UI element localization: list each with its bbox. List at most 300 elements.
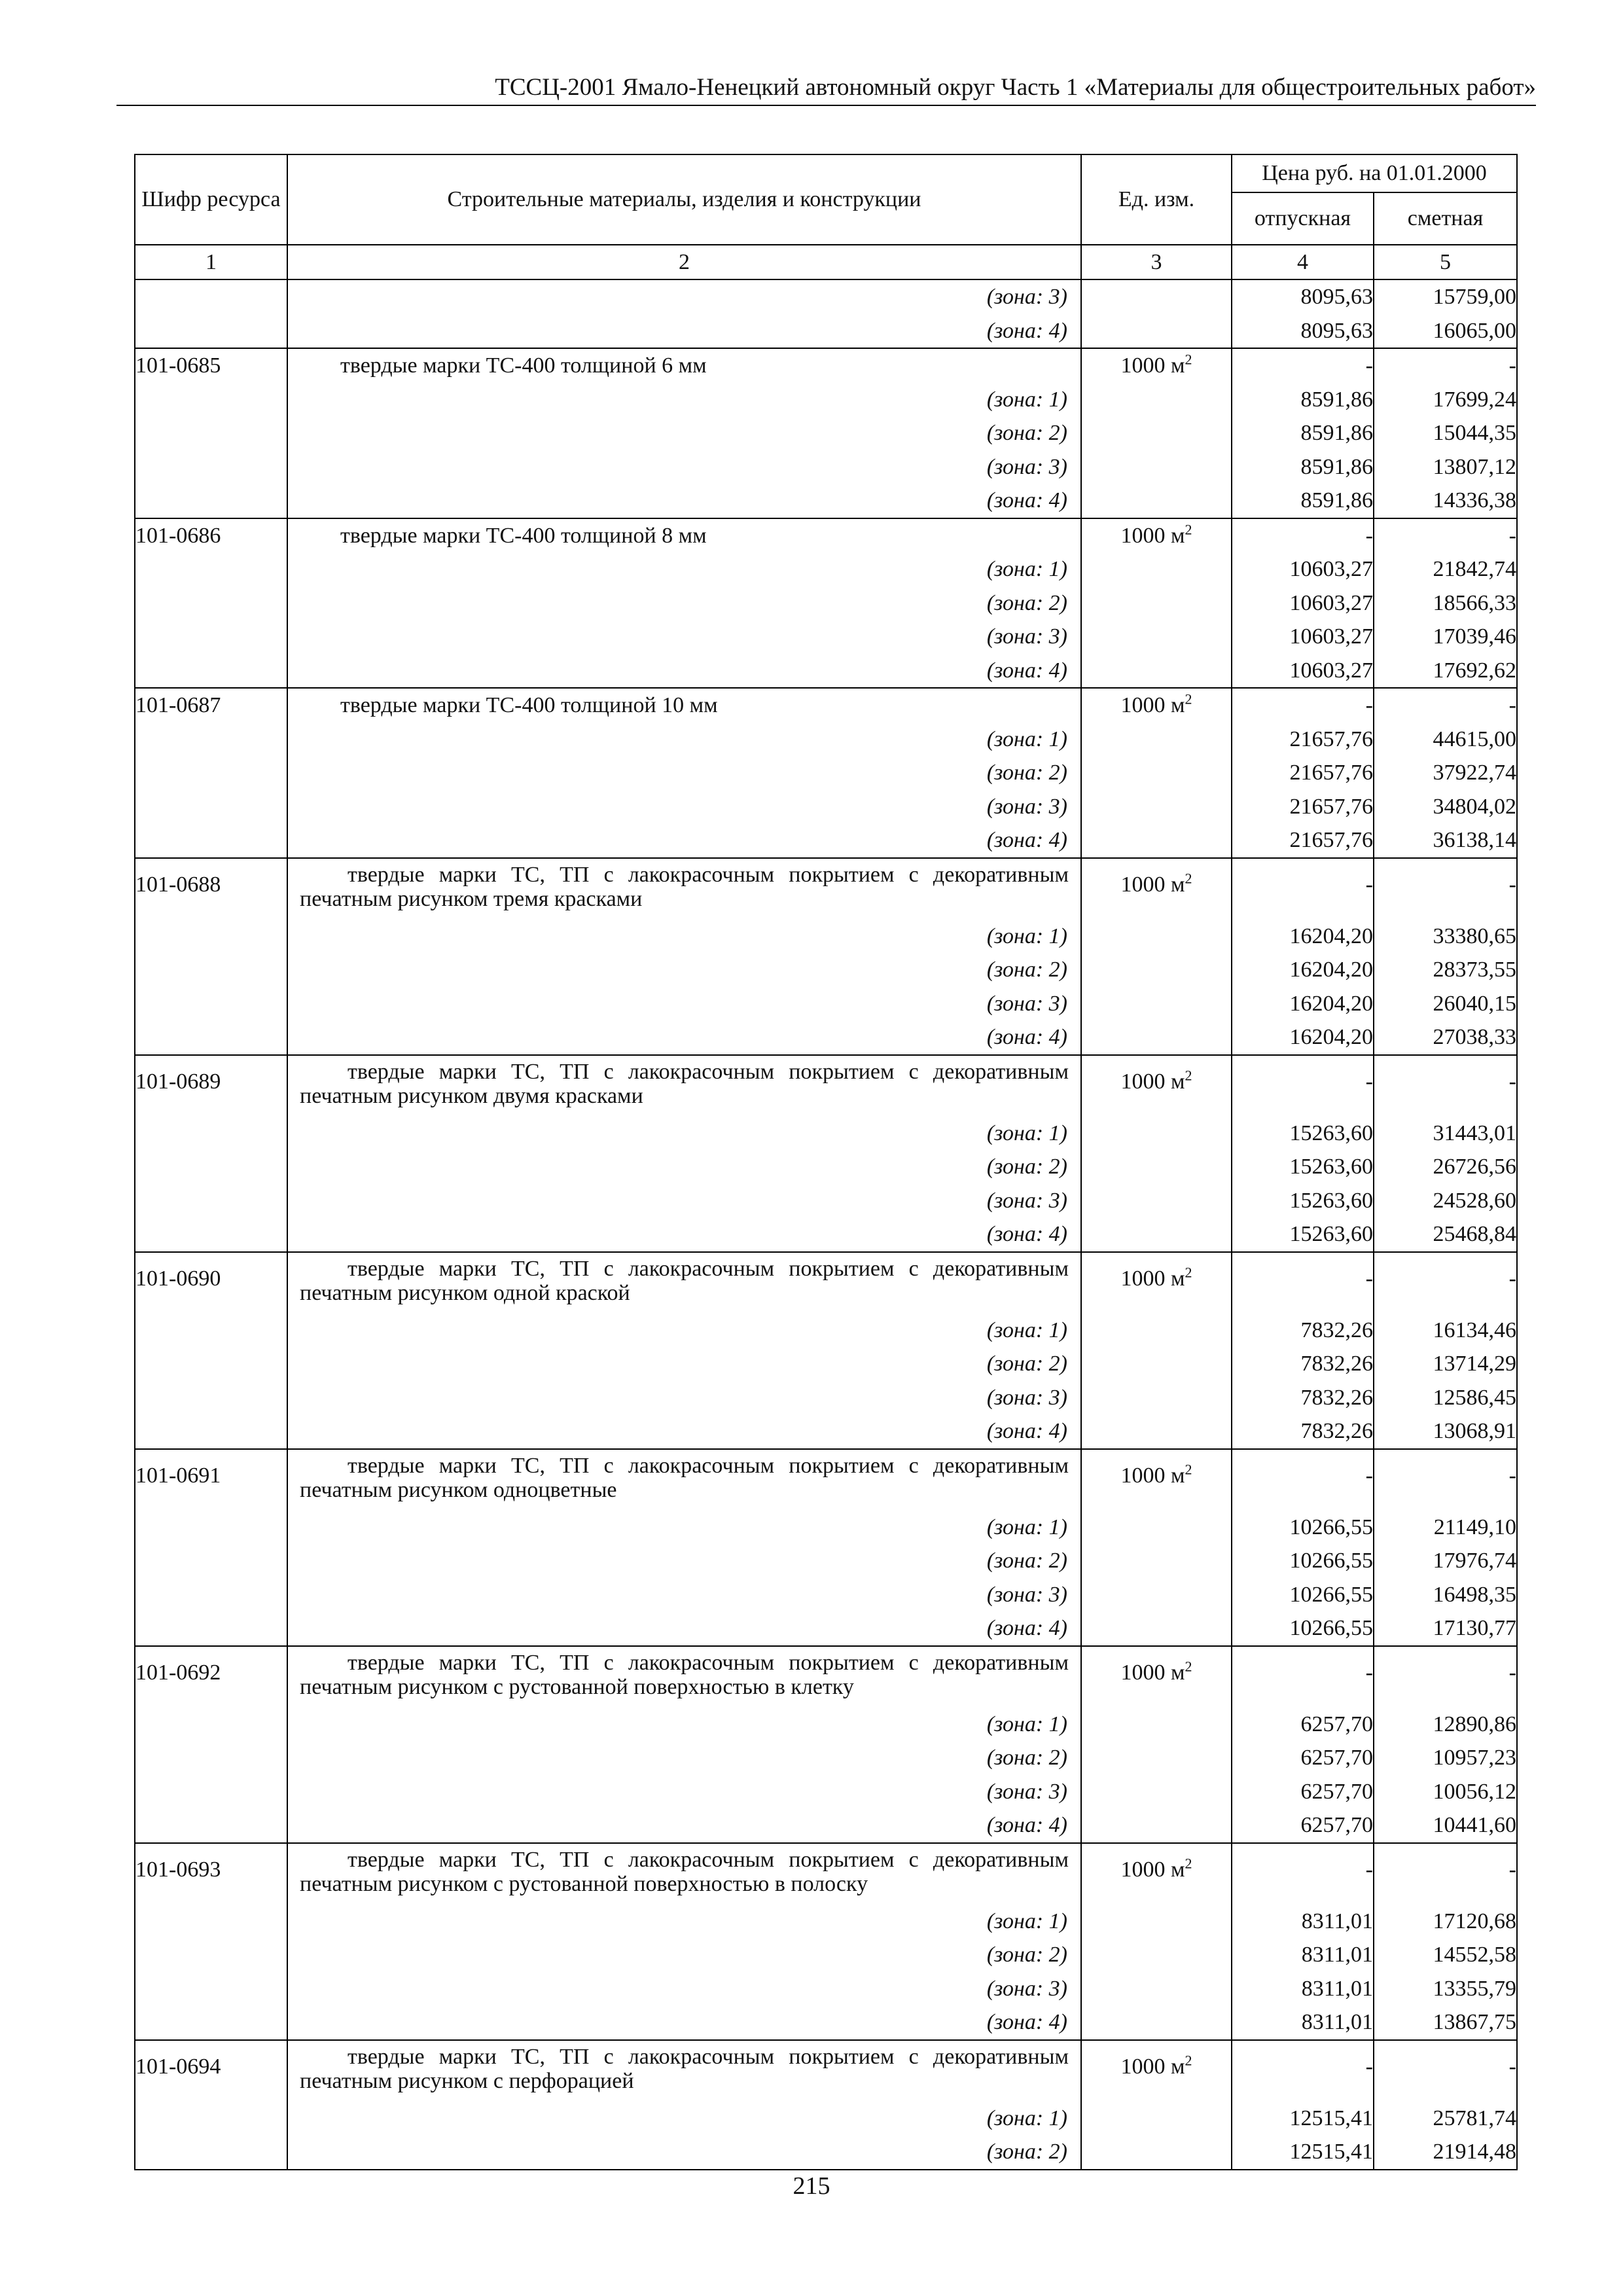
unit-exponent: 2 bbox=[1185, 351, 1192, 368]
release-price: - bbox=[1232, 2040, 1374, 2102]
estimate-price: - bbox=[1374, 1843, 1517, 1905]
unit-cell bbox=[1081, 1217, 1232, 1252]
material-name: твердые марки ТС-400 толщиной 6 мм bbox=[287, 348, 1081, 383]
unit-cell bbox=[1081, 314, 1232, 349]
resource-code bbox=[135, 416, 287, 450]
release-price: 10266,55 bbox=[1232, 1578, 1374, 1612]
release-price: 7832,26 bbox=[1232, 1414, 1374, 1449]
estimate-price: 28373,55 bbox=[1374, 953, 1517, 987]
unit-cell bbox=[1081, 987, 1232, 1021]
zone-label: (зона: 3) bbox=[287, 1578, 1081, 1612]
unit-cell bbox=[1081, 1381, 1232, 1415]
estimate-price: 44615,00 bbox=[1374, 723, 1517, 757]
resource-code bbox=[135, 1184, 287, 1218]
resource-code bbox=[135, 756, 287, 790]
table-row bbox=[135, 1708, 1517, 1742]
zone-label: (зона: 1) bbox=[287, 1117, 1081, 1151]
release-price: - bbox=[1232, 858, 1374, 920]
col-estimate-header: сметная bbox=[1374, 192, 1517, 245]
table-row bbox=[135, 1449, 1517, 1511]
table-row bbox=[135, 1184, 1517, 1218]
col-number: 3 bbox=[1081, 245, 1232, 279]
price-table bbox=[134, 154, 1518, 2170]
resource-code bbox=[135, 2135, 287, 2170]
estimate-price: 21842,74 bbox=[1374, 552, 1517, 586]
release-price: 10603,27 bbox=[1232, 552, 1374, 586]
unit-cell bbox=[1081, 1611, 1232, 1646]
zone-label: (зона: 4) bbox=[287, 2005, 1081, 2040]
unit-text: 1000 м bbox=[1120, 353, 1185, 378]
col-number: 4 bbox=[1232, 245, 1374, 279]
zone-label: (зона: 3) bbox=[287, 1184, 1081, 1218]
estimate-price: 12586,45 bbox=[1374, 1381, 1517, 1415]
release-price: - bbox=[1232, 1646, 1374, 1708]
release-price: 12515,41 bbox=[1232, 2102, 1374, 2136]
table-row bbox=[135, 1117, 1517, 1151]
estimate-price: - bbox=[1374, 2040, 1517, 2102]
zone-label: (зона: 2) bbox=[287, 1150, 1081, 1184]
material-name: твердые марки ТС-400 толщиной 10 мм bbox=[287, 688, 1081, 723]
zone-label: (зона: 3) bbox=[287, 1381, 1081, 1415]
zone-label: (зона: 2) bbox=[287, 586, 1081, 620]
table-row bbox=[135, 416, 1517, 450]
estimate-price: - bbox=[1374, 1252, 1517, 1314]
estimate-price: 21149,10 bbox=[1374, 1511, 1517, 1545]
unit-exponent: 2 bbox=[1185, 1264, 1192, 1281]
estimate-price: 10441,60 bbox=[1374, 1808, 1517, 1843]
resource-code bbox=[135, 987, 287, 1021]
resource-code bbox=[135, 1381, 287, 1415]
estimate-price: 10056,12 bbox=[1374, 1775, 1517, 1809]
estimate-price: 17976,74 bbox=[1374, 1544, 1517, 1578]
unit-cell bbox=[1081, 2102, 1232, 2136]
col-release-header: отпускная bbox=[1232, 192, 1374, 245]
unit-cell bbox=[1081, 790, 1232, 824]
table-row bbox=[135, 552, 1517, 586]
col-code-header: Шифр ресурса bbox=[135, 154, 287, 245]
table-row bbox=[135, 1381, 1517, 1415]
resource-code bbox=[135, 1314, 287, 1348]
estimate-price: 36138,14 bbox=[1374, 823, 1517, 858]
col-number: 1 bbox=[135, 245, 287, 279]
material-name-text: твердые марки ТС, ТП с лакокрасочным покрытием с декоративным печатным рисунком с рустованной поверхностью в клетку bbox=[300, 1650, 1069, 1699]
zone-label: (зона: 1) bbox=[287, 1905, 1081, 1939]
table-row bbox=[135, 1055, 1517, 1117]
zone-label: (зона: 1) bbox=[287, 920, 1081, 954]
unit-cell bbox=[1081, 1184, 1232, 1218]
resource-code bbox=[135, 1347, 287, 1381]
zone-label: (зона: 3) bbox=[287, 790, 1081, 824]
estimate-price: 12890,86 bbox=[1374, 1708, 1517, 1742]
estimate-price: 13714,29 bbox=[1374, 1347, 1517, 1381]
release-price: 8591,86 bbox=[1232, 383, 1374, 417]
table-row bbox=[135, 1020, 1517, 1055]
release-price: 16204,20 bbox=[1232, 953, 1374, 987]
estimate-price: 18566,33 bbox=[1374, 586, 1517, 620]
zone-label: (зона: 4) bbox=[287, 1414, 1081, 1449]
estimate-price: - bbox=[1374, 688, 1517, 723]
unit-cell bbox=[1081, 1972, 1232, 2006]
col-number: 2 bbox=[287, 245, 1081, 279]
release-price: 6257,70 bbox=[1232, 1808, 1374, 1843]
material-name-text: твердые марки ТС, ТП с лакокрасочным покрытием с декоративным печатным рисунком двумя красками bbox=[300, 1059, 1069, 1108]
table-body bbox=[135, 279, 1517, 2170]
release-price: - bbox=[1232, 1449, 1374, 1511]
estimate-price: - bbox=[1374, 1646, 1517, 1708]
release-price: - bbox=[1232, 518, 1374, 553]
unit-cell bbox=[1081, 1578, 1232, 1612]
unit-cell bbox=[1081, 1150, 1232, 1184]
estimate-price: 10957,23 bbox=[1374, 1741, 1517, 1775]
release-price: - bbox=[1232, 688, 1374, 723]
estimate-price: 13867,75 bbox=[1374, 2005, 1517, 2040]
table-row bbox=[135, 383, 1517, 417]
unit-text: 1000 м bbox=[1120, 1069, 1185, 1094]
resource-code bbox=[135, 484, 287, 518]
table-row bbox=[135, 1972, 1517, 2006]
table-row bbox=[135, 518, 1517, 553]
release-price: 10266,55 bbox=[1232, 1544, 1374, 1578]
unit-cell bbox=[1081, 1347, 1232, 1381]
document-header: ТССЦ-2001 Ямало-Ненецкий автономный округ Часть 1 «Материалы для общестроительных работ» bbox=[495, 74, 1536, 101]
release-price: - bbox=[1232, 1252, 1374, 1314]
resource-code bbox=[135, 383, 287, 417]
table-row bbox=[135, 1544, 1517, 1578]
material-name bbox=[287, 1449, 1081, 1511]
material-name-text: твердые марки ТС, ТП с лакокрасочным покрытием с декоративным печатным рисунком с перфорацией bbox=[300, 2044, 1069, 2093]
release-price: 8311,01 bbox=[1232, 2005, 1374, 2040]
resource-code bbox=[135, 1808, 287, 1843]
unit-cell bbox=[1081, 858, 1232, 920]
unit-text: 1000 м bbox=[1120, 693, 1185, 717]
release-price: 10603,27 bbox=[1232, 654, 1374, 689]
resource-code bbox=[135, 1972, 287, 2006]
zone-label: (зона: 4) bbox=[287, 1020, 1081, 1055]
unit-cell bbox=[1081, 1938, 1232, 1972]
unit-cell bbox=[1081, 518, 1232, 553]
header-rule bbox=[116, 105, 1536, 106]
estimate-price: 13068,91 bbox=[1374, 1414, 1517, 1449]
table-row bbox=[135, 1905, 1517, 1939]
table-row bbox=[135, 1511, 1517, 1545]
resource-code bbox=[135, 1217, 287, 1252]
resource-code bbox=[135, 2102, 287, 2136]
resource-code bbox=[135, 552, 287, 586]
unit-cell bbox=[1081, 1808, 1232, 1843]
table-row bbox=[135, 1843, 1517, 1905]
unit-cell bbox=[1081, 484, 1232, 518]
release-price: 10603,27 bbox=[1232, 586, 1374, 620]
resource-code: 101-0687 bbox=[135, 688, 287, 723]
release-price: 15263,60 bbox=[1232, 1217, 1374, 1252]
estimate-price: 31443,01 bbox=[1374, 1117, 1517, 1151]
release-price: 16204,20 bbox=[1232, 920, 1374, 954]
table-row bbox=[135, 1775, 1517, 1809]
zone-label: (зона: 4) bbox=[287, 484, 1081, 518]
table-row bbox=[135, 620, 1517, 654]
resource-code bbox=[135, 1414, 287, 1449]
table-row bbox=[135, 586, 1517, 620]
unit-cell bbox=[1081, 1775, 1232, 1809]
zone-label: (зона: 2) bbox=[287, 1938, 1081, 1972]
resource-code: 101-0692 bbox=[135, 1646, 287, 1708]
zone-label: (зона: 4) bbox=[287, 1217, 1081, 1252]
unit-cell bbox=[1081, 920, 1232, 954]
resource-code: 101-0691 bbox=[135, 1449, 287, 1511]
unit-exponent: 2 bbox=[1185, 2052, 1192, 2069]
unit-cell bbox=[1081, 450, 1232, 484]
zone-label: (зона: 3) bbox=[287, 1775, 1081, 1809]
resource-code bbox=[135, 953, 287, 987]
release-price: 21657,76 bbox=[1232, 790, 1374, 824]
resource-code bbox=[135, 1117, 287, 1151]
estimate-price: 34804,02 bbox=[1374, 790, 1517, 824]
zone-label: (зона: 4) bbox=[287, 1808, 1081, 1843]
table-row bbox=[135, 723, 1517, 757]
resource-code: 101-0690 bbox=[135, 1252, 287, 1314]
material-name bbox=[287, 1252, 1081, 1314]
unit-cell bbox=[1081, 1117, 1232, 1151]
estimate-price: 14336,38 bbox=[1374, 484, 1517, 518]
table-row bbox=[135, 314, 1517, 349]
material-name: твердые марки ТС-400 толщиной 8 мм bbox=[287, 518, 1081, 553]
unit-exponent: 2 bbox=[1185, 1461, 1192, 1478]
resource-code: 101-0688 bbox=[135, 858, 287, 920]
table-row bbox=[135, 450, 1517, 484]
zone-label: (зона: 2) bbox=[287, 416, 1081, 450]
unit-exponent: 2 bbox=[1185, 521, 1192, 538]
zone-label: (зона: 2) bbox=[287, 2135, 1081, 2170]
table-row bbox=[135, 1938, 1517, 1972]
release-price: 10266,55 bbox=[1232, 1511, 1374, 1545]
material-name bbox=[287, 1055, 1081, 1117]
release-price: 16204,20 bbox=[1232, 1020, 1374, 1055]
table-row bbox=[135, 1414, 1517, 1449]
release-price: 8591,86 bbox=[1232, 484, 1374, 518]
unit-cell bbox=[1081, 953, 1232, 987]
estimate-price: 14552,58 bbox=[1374, 1938, 1517, 1972]
resource-code: 101-0693 bbox=[135, 1843, 287, 1905]
unit-cell bbox=[1081, 1055, 1232, 1117]
unit-text: 1000 м bbox=[1120, 523, 1185, 548]
release-price: 8311,01 bbox=[1232, 1972, 1374, 2006]
estimate-price: 27038,33 bbox=[1374, 1020, 1517, 1055]
table-row bbox=[135, 484, 1517, 518]
unit-cell bbox=[1081, 1905, 1232, 1939]
zone-label: (зона: 3) bbox=[287, 620, 1081, 654]
release-price: 15263,60 bbox=[1232, 1184, 1374, 1218]
unit-cell bbox=[1081, 586, 1232, 620]
release-price: 8591,86 bbox=[1232, 450, 1374, 484]
resource-code bbox=[135, 723, 287, 757]
zone-label: (зона: 2) bbox=[287, 953, 1081, 987]
material-name-text: твердые марки ТС, ТП с лакокрасочным покрытием с декоративным печатным рисунком с рустованной поверхностью в полоску bbox=[300, 1847, 1069, 1896]
table-row bbox=[135, 1741, 1517, 1775]
table-row bbox=[135, 1314, 1517, 1348]
release-price: 6257,70 bbox=[1232, 1741, 1374, 1775]
estimate-price: 15759,00 bbox=[1374, 279, 1517, 314]
resource-code bbox=[135, 823, 287, 858]
zone-label: (зона: 2) bbox=[287, 1347, 1081, 1381]
resource-code bbox=[135, 654, 287, 689]
release-price: - bbox=[1232, 1843, 1374, 1905]
resource-code bbox=[135, 1578, 287, 1612]
release-price: 12515,41 bbox=[1232, 2135, 1374, 2170]
table-row bbox=[135, 1217, 1517, 1252]
table-row bbox=[135, 1611, 1517, 1646]
resource-code bbox=[135, 790, 287, 824]
release-price: 8311,01 bbox=[1232, 1905, 1374, 1939]
unit-exponent: 2 bbox=[1185, 691, 1192, 708]
estimate-price: - bbox=[1374, 348, 1517, 383]
estimate-price: 16065,00 bbox=[1374, 314, 1517, 349]
unit-cell bbox=[1081, 348, 1232, 383]
release-price: - bbox=[1232, 1055, 1374, 1117]
resource-code: 101-0689 bbox=[135, 1055, 287, 1117]
estimate-price: 33380,65 bbox=[1374, 920, 1517, 954]
unit-cell bbox=[1081, 1741, 1232, 1775]
table-row bbox=[135, 858, 1517, 920]
col-price-header: Цена руб. на 01.01.2000 bbox=[1232, 154, 1517, 192]
unit-cell bbox=[1081, 279, 1232, 314]
release-price: - bbox=[1232, 348, 1374, 383]
material-name-text: твердые марки ТС, ТП с лакокрасочным покрытием с декоративным печатным рисунком тремя красками bbox=[300, 862, 1069, 911]
estimate-price: 16498,35 bbox=[1374, 1578, 1517, 1612]
zone-label: (зона: 1) bbox=[287, 552, 1081, 586]
table-row bbox=[135, 1347, 1517, 1381]
release-price: 8095,63 bbox=[1232, 314, 1374, 349]
estimate-price: 15044,35 bbox=[1374, 416, 1517, 450]
zone-label: (зона: 2) bbox=[287, 1544, 1081, 1578]
table-row bbox=[135, 1150, 1517, 1184]
release-price: 21657,76 bbox=[1232, 756, 1374, 790]
table-row bbox=[135, 790, 1517, 824]
resource-code bbox=[135, 314, 287, 349]
table-row bbox=[135, 2102, 1517, 2136]
material-name-text: твердые марки ТС, ТП с лакокрасочным покрытием с декоративным печатным рисунком одноцветные bbox=[300, 1453, 1069, 1502]
release-price: 8311,01 bbox=[1232, 1938, 1374, 1972]
unit-exponent: 2 bbox=[1185, 870, 1192, 887]
resource-code bbox=[135, 2005, 287, 2040]
estimate-price: - bbox=[1374, 1055, 1517, 1117]
unit-cell bbox=[1081, 1708, 1232, 1742]
estimate-price: 17692,62 bbox=[1374, 654, 1517, 689]
estimate-price: - bbox=[1374, 858, 1517, 920]
resource-code bbox=[135, 1020, 287, 1055]
release-price: 21657,76 bbox=[1232, 823, 1374, 858]
unit-cell bbox=[1081, 416, 1232, 450]
table-row bbox=[135, 2135, 1517, 2170]
zone-label: (зона: 3) bbox=[287, 450, 1081, 484]
unit-cell bbox=[1081, 1449, 1232, 1511]
release-price: 8591,86 bbox=[1232, 416, 1374, 450]
estimate-price: 17130,77 bbox=[1374, 1611, 1517, 1646]
table-row bbox=[135, 1252, 1517, 1314]
table-row bbox=[135, 348, 1517, 383]
zone-label: (зона: 3) bbox=[287, 1972, 1081, 2006]
page-number: 215 bbox=[793, 2172, 830, 2200]
zone-label: (зона: 4) bbox=[287, 314, 1081, 349]
estimate-price: 26726,56 bbox=[1374, 1150, 1517, 1184]
table-row bbox=[135, 279, 1517, 314]
estimate-price: 16134,46 bbox=[1374, 1314, 1517, 1348]
col-unit-header: Ед. изм. bbox=[1081, 154, 1232, 245]
table-row bbox=[135, 920, 1517, 954]
zone-label: (зона: 1) bbox=[287, 1708, 1081, 1742]
estimate-price: 17120,68 bbox=[1374, 1905, 1517, 1939]
unit-exponent: 2 bbox=[1185, 1067, 1192, 1084]
unit-text: 1000 м bbox=[1120, 1463, 1185, 1488]
zone-label: (зона: 4) bbox=[287, 1611, 1081, 1646]
resource-code bbox=[135, 1905, 287, 1939]
resource-code bbox=[135, 1150, 287, 1184]
estimate-price: - bbox=[1374, 518, 1517, 553]
zone-label: (зона: 1) bbox=[287, 383, 1081, 417]
zone-label: (зона: 2) bbox=[287, 1741, 1081, 1775]
release-price: 6257,70 bbox=[1232, 1708, 1374, 1742]
unit-cell bbox=[1081, 2135, 1232, 2170]
unit-cell bbox=[1081, 1414, 1232, 1449]
estimate-price: 13807,12 bbox=[1374, 450, 1517, 484]
zone-label: (зона: 3) bbox=[287, 987, 1081, 1021]
zone-label: (зона: 4) bbox=[287, 654, 1081, 689]
resource-code bbox=[135, 586, 287, 620]
estimate-price: 25781,74 bbox=[1374, 2102, 1517, 2136]
resource-code bbox=[135, 450, 287, 484]
table-row bbox=[135, 688, 1517, 723]
resource-code bbox=[135, 1611, 287, 1646]
resource-code: 101-0685 bbox=[135, 348, 287, 383]
unit-cell bbox=[1081, 552, 1232, 586]
release-price: 6257,70 bbox=[1232, 1775, 1374, 1809]
unit-exponent: 2 bbox=[1185, 1658, 1192, 1675]
table-row bbox=[135, 1808, 1517, 1843]
unit-cell bbox=[1081, 1843, 1232, 1905]
unit-cell bbox=[1081, 2040, 1232, 2102]
unit-cell bbox=[1081, 1020, 1232, 1055]
unit-text: 1000 м bbox=[1120, 2054, 1185, 2079]
release-price: 15263,60 bbox=[1232, 1150, 1374, 1184]
release-price: 7832,26 bbox=[1232, 1381, 1374, 1415]
unit-cell bbox=[1081, 1511, 1232, 1545]
resource-code bbox=[135, 1511, 287, 1545]
resource-code bbox=[135, 1544, 287, 1578]
release-price: 8095,63 bbox=[1232, 279, 1374, 314]
unit-exponent: 2 bbox=[1185, 1855, 1192, 1872]
zone-label: (зона: 1) bbox=[287, 1314, 1081, 1348]
release-price: 10603,27 bbox=[1232, 620, 1374, 654]
release-price: 16204,20 bbox=[1232, 987, 1374, 1021]
material-name-text: твердые марки ТС, ТП с лакокрасочным покрытием с декоративным печатным рисунком одной краской bbox=[300, 1256, 1069, 1305]
unit-cell bbox=[1081, 723, 1232, 757]
zone-label: (зона: 1) bbox=[287, 723, 1081, 757]
release-price: 10266,55 bbox=[1232, 1611, 1374, 1646]
unit-cell bbox=[1081, 1646, 1232, 1708]
table-row bbox=[135, 1578, 1517, 1612]
unit-cell bbox=[1081, 756, 1232, 790]
estimate-price: - bbox=[1374, 1449, 1517, 1511]
table-row bbox=[135, 823, 1517, 858]
table-row bbox=[135, 2005, 1517, 2040]
material-name bbox=[287, 858, 1081, 920]
zone-label: (зона: 3) bbox=[287, 279, 1081, 314]
unit-text: 1000 м bbox=[1120, 1266, 1185, 1291]
col-name-header: Строительные материалы, изделия и конструкции bbox=[287, 154, 1081, 245]
estimate-price: 17039,46 bbox=[1374, 620, 1517, 654]
table-row bbox=[135, 654, 1517, 689]
col-number: 5 bbox=[1374, 245, 1517, 279]
material-name bbox=[287, 1843, 1081, 1905]
